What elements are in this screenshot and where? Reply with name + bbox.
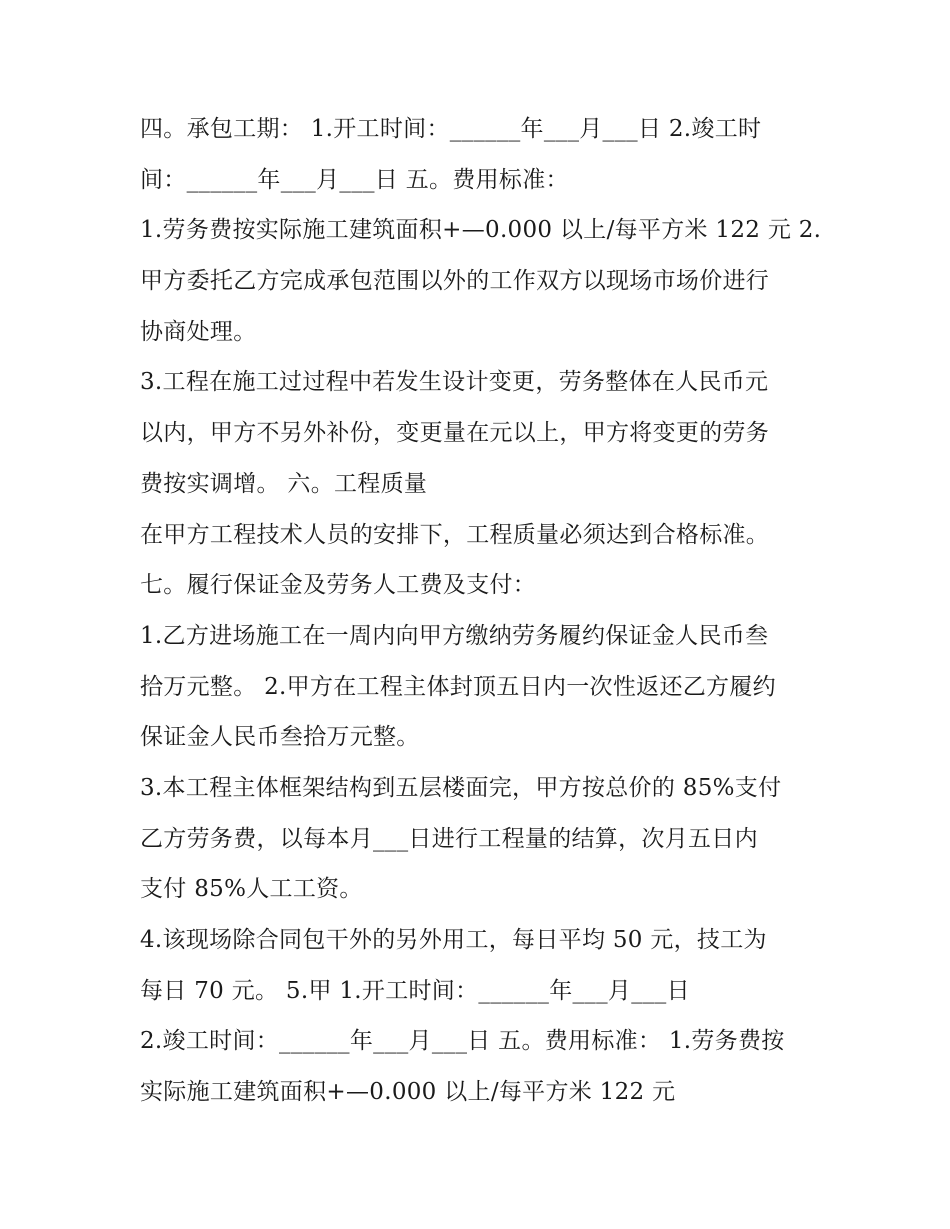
- text-line: 支付 85%人工工资。: [140, 876, 363, 903]
- text-line: 每日 70 元。 5.甲 1.开工时间：______年___月___日: [140, 977, 690, 1004]
- text-line: 在甲方工程技术人员的安排下，工程质量必须达到合格标准。: [140, 521, 770, 548]
- text-line: 保证金人民币叁拾万元整。: [140, 724, 420, 751]
- text-line: 拾万元整。 2.甲方在工程主体封顶五日内一次性返还乙方履约: [140, 673, 776, 700]
- text-line: 1.劳务费按实际施工建筑面积+—0.000 以上/每平方米 122 元 2.: [140, 217, 822, 244]
- text-line: 甲方委托乙方完成承包范围以外的工作双方以现场市场价进行: [140, 268, 770, 295]
- text-line: 费按实调增。 六。工程质量: [140, 470, 428, 497]
- text-line: 七。履行保证金及劳务人工费及支付：: [140, 572, 537, 599]
- document-body: [140, 104, 830, 1118]
- text-line: 乙方劳务费，以每本月___日进行工程量的结算，次月五日内: [140, 825, 758, 852]
- text-line: 2.竣工时间：______年___月___日 五。费用标准： 1.劳务费按: [140, 1028, 785, 1055]
- text-line: 3.工程在施工过过程中若发生设计变更，劳务整体在人民币元: [140, 369, 769, 396]
- text-line: 1.乙方进场施工在一周内向甲方缴纳劳务履约保证金人民币叁: [140, 622, 769, 649]
- text-line: 实际施工建筑面积+—0.000 以上/每平方米 122 元: [140, 1079, 676, 1106]
- text-line: 四。承包工期： 1.开工时间：______年___月___日 2.竣工时: [140, 116, 762, 142]
- text-line: 协商处理。: [140, 318, 257, 345]
- text-line: 间：______年___月___日 五。费用标准：: [140, 166, 569, 193]
- text-line: 以内，甲方不另外补份，变更量在元以上，甲方将变更的劳务: [140, 420, 770, 447]
- text-line: 4.该现场除合同包干外的另外用工，每日平均 50 元，技工为: [140, 927, 767, 953]
- text-line: 3.本工程主体框架结构到五层楼面完，甲方按总价的 85%支付: [140, 774, 782, 801]
